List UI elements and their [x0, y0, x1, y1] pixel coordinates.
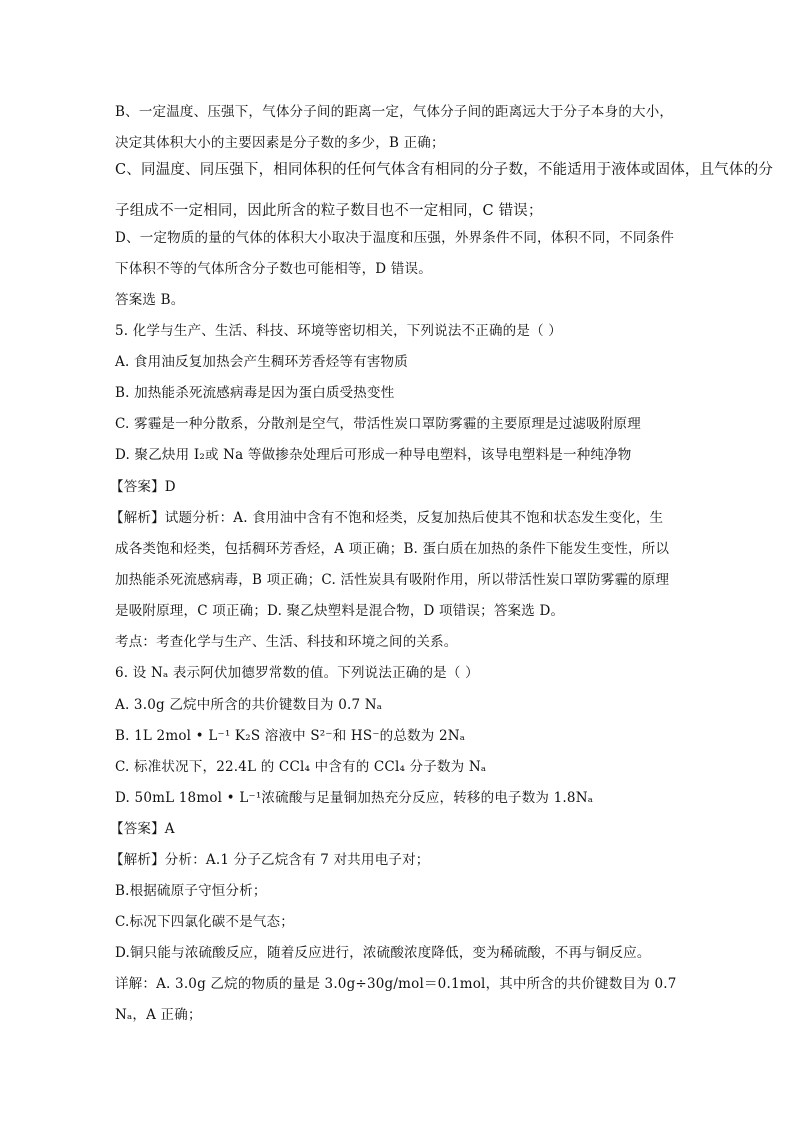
- text-line-1: B、一定温度、压强下，气体分子间的距离一定，气体分子间的距离远大于分子本身的大小，: [115, 104, 674, 120]
- q5-analysis-line-4: 是吸附原理，C 项正确；D. 聚乙炔塑料是混合物，D 项错误；答案选 D。: [115, 603, 565, 619]
- q6-answer: 【答案】A: [110, 821, 175, 837]
- q6-option-d: D. 50mL 18mol • L⁻¹浓硫酸与足量铜加热充分反应，转移的电子数为 1.8Nₐ: [115, 790, 594, 806]
- q5-option-c: C. 雾霾是一种分散系，分散剂是空气，带活性炭口罩防雾霾的主要原理是过滤吸附原理: [115, 416, 641, 432]
- q6-detail-line-1: 详解：A. 3.0g 乙烷的物质的量是 3.0g÷30g/mol＝0.1mol，其中所含的共价键数目为 0.7: [115, 976, 677, 992]
- q5-option-d: D. 聚乙炔用 I₂或 Na 等做掺杂处理后可形成一种导电塑料，该导电塑料是一种纯净物: [115, 447, 632, 463]
- q6-analysis-line-2: B.根据硫原子守恒分析；: [115, 883, 267, 899]
- q6-analysis-line-1: 【解析】分析：A.1 分子乙烷含有 7 对共用电子对；: [110, 852, 430, 868]
- q5-analysis-line-1: 【解析】试题分析：A. 食用油中含有不饱和烃类，反复加热后使其不饱和状态发生变化，生: [110, 510, 664, 526]
- text-line-4: 子组成不一定相同，因此所含的粒子数目也不一定相同，C 错误；: [115, 203, 543, 219]
- text-line-3: C、同温度、同压强下，相同体积的任何气体含有相同的分子数，不能适用于液体或固体，且气体的分: [115, 162, 774, 178]
- q6-option-a: A. 3.0g 乙烷中所含的共价键数目为 0.7 Nₐ: [115, 697, 383, 713]
- q5-knowledge-point: 考点：考查化学与生产、生活、科技和环境之间的关系。: [115, 634, 458, 650]
- question-6: 6. 设 Nₐ 表示阿伏加德罗常数的值。下列说法正确的是（ ）: [115, 665, 479, 681]
- q5-option-b: B. 加热能杀死流感病毒是因为蛋白质受热变性: [115, 385, 395, 401]
- q5-option-a: A. 食用油反复加热会产生稠环芳香烃等有害物质: [115, 354, 408, 370]
- text-line-2: 决定其体积大小的主要因素是分子数的多少，B 正确；: [115, 135, 445, 151]
- q6-option-b: B. 1L 2mol • L⁻¹ K₂S 溶液中 S²⁻和 HS⁻的总数为 2Nₐ: [115, 728, 466, 744]
- q5-analysis-line-2: 成各类饱和烃类，包括稠环芳香烃，A 项正确；B. 蛋白质在加热的条件下能发生变性，所以: [115, 541, 670, 557]
- q6-analysis-line-4: D.铜只能与浓硫酸反应，随着反应进行，浓硫酸浓度降低，变为稀硫酸，不再与铜反应。: [115, 945, 651, 961]
- q5-analysis-line-3: 加热能杀死流感病毒，B 项正确；C. 活性炭具有吸附作用，所以带活性炭口罩防雾霾的原理: [115, 572, 670, 588]
- q6-detail-line-2: Nₐ，A 正确；: [115, 1007, 202, 1023]
- text-line-7: 答案选 B。: [115, 292, 185, 308]
- q6-option-c: C. 标准状况下，22.4L 的 CCl₄ 中含有的 CCl₄ 分子数为 Nₐ: [115, 759, 487, 775]
- q5-answer: 【答案】D: [110, 479, 176, 495]
- text-line-6: 下体积不等的气体所含分子数也可能相等，D 错误。: [115, 261, 432, 277]
- question-5: 5. 化学与生产、生活、科技、环境等密切相关，下列说法不正确的是（ ）: [115, 323, 562, 339]
- text-line-5: D、一定物质的量的气体的体积大小取决于温度和压强，外界条件不同，体积不同，不同条件: [115, 230, 675, 246]
- q6-analysis-line-3: C.标况下四氯化碳不是气态；: [115, 914, 294, 930]
